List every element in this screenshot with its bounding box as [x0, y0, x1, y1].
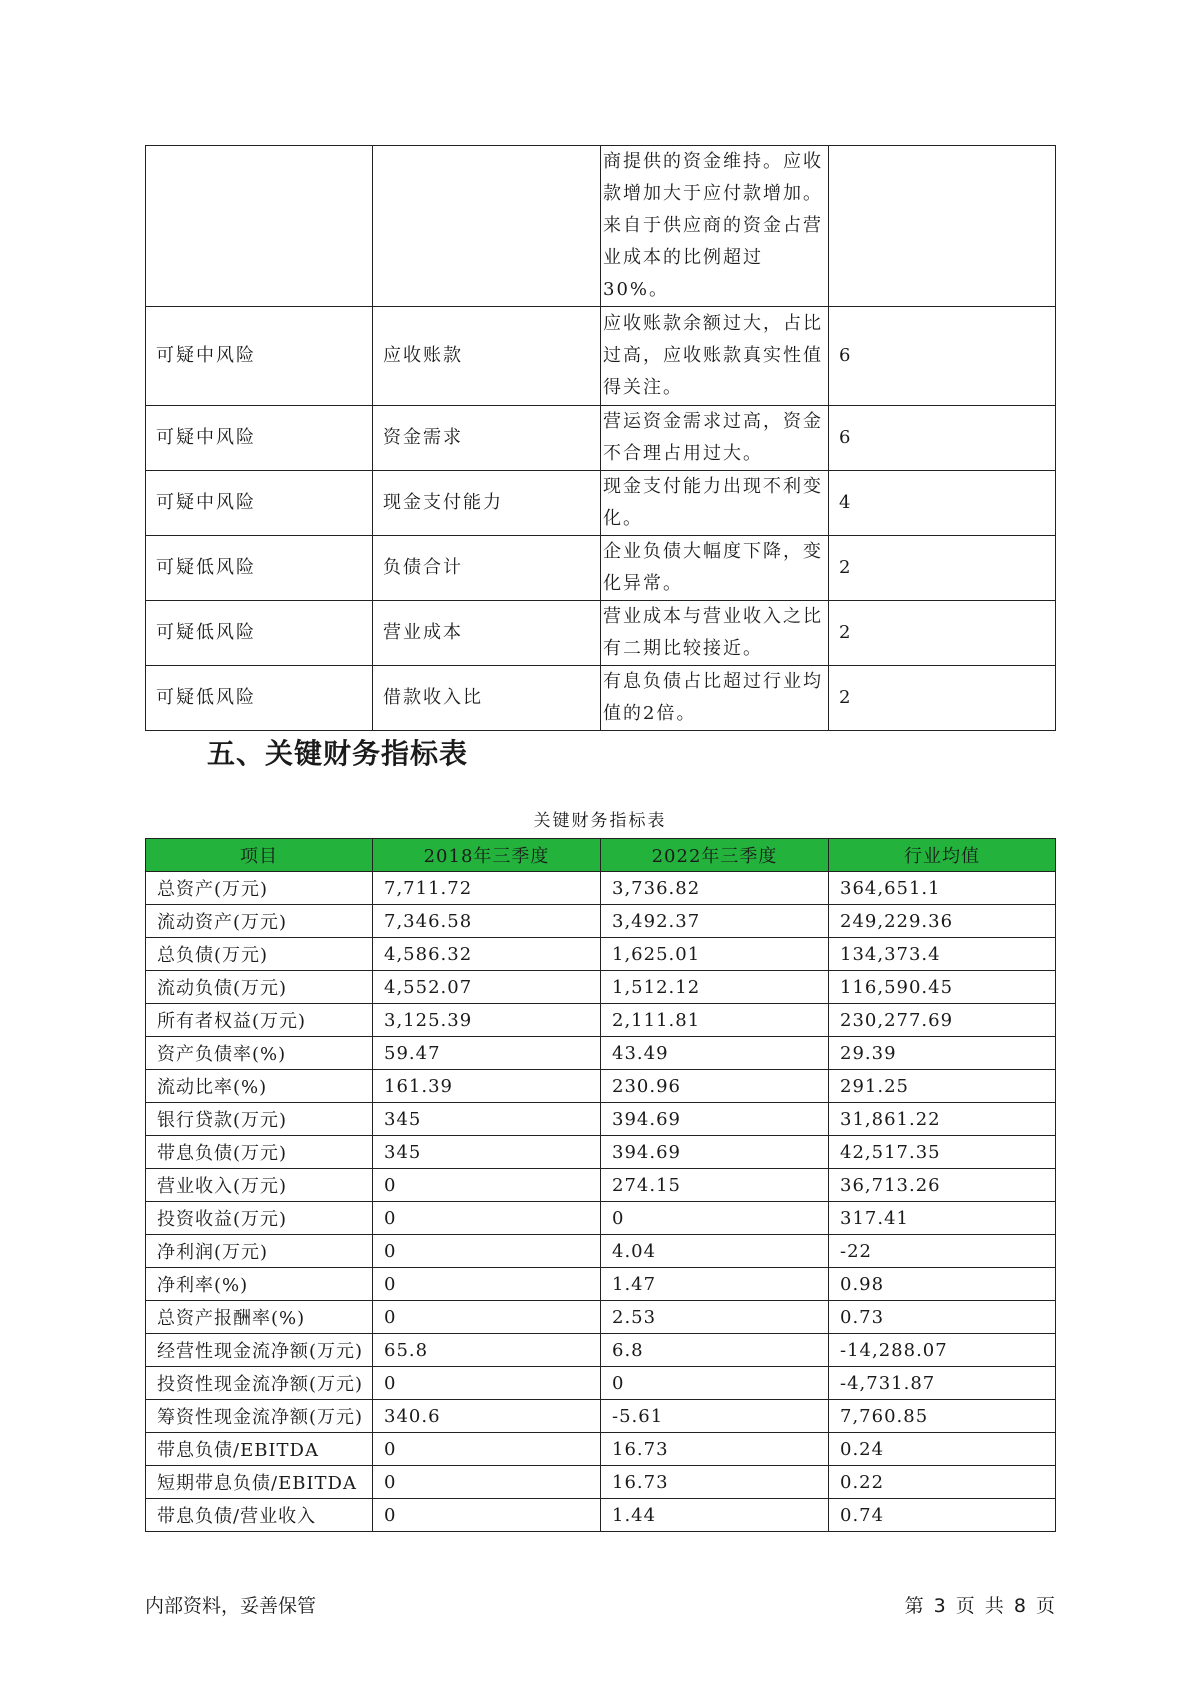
- table-row: [146, 536, 1056, 601]
- value-2018-q3: 0: [373, 1202, 601, 1235]
- column-header: 2022年三季度: [601, 839, 829, 872]
- value-2022-q3: 0: [601, 1367, 829, 1400]
- industry-average: 116,590.45: [829, 971, 1056, 1004]
- risk-level: 可疑中风险: [146, 307, 373, 406]
- value-2022-q3: 3,736.82: [601, 872, 829, 905]
- table-row: [146, 1367, 1056, 1400]
- table-row: [146, 1466, 1056, 1499]
- risk-score: 2: [829, 536, 1056, 601]
- risk-item: 营业成本: [373, 601, 601, 666]
- metric-name: 营业收入(万元): [146, 1169, 373, 1202]
- value-2022-q3: 274.15: [601, 1169, 829, 1202]
- risk-level: 可疑低风险: [146, 601, 373, 666]
- industry-average: 0.73: [829, 1301, 1056, 1334]
- column-header: 项目: [146, 839, 373, 872]
- table-row: [146, 146, 1056, 307]
- value-2022-q3: 394.69: [601, 1103, 829, 1136]
- column-header: 行业均值: [829, 839, 1056, 872]
- value-2018-q3: 0: [373, 1268, 601, 1301]
- value-2022-q3: -5.61: [601, 1400, 829, 1433]
- table-row: [146, 872, 1056, 905]
- industry-average: 42,517.35: [829, 1136, 1056, 1169]
- metric-name: 带息负债/营业收入: [146, 1499, 373, 1532]
- table-row: [146, 1103, 1056, 1136]
- metric-name: 银行贷款(万元): [146, 1103, 373, 1136]
- metric-name: 净利润(万元): [146, 1235, 373, 1268]
- value-2018-q3: 0: [373, 1367, 601, 1400]
- metric-name: 带息负债/EBITDA: [146, 1433, 373, 1466]
- table-row: [146, 1235, 1056, 1268]
- industry-average: 0.24: [829, 1433, 1056, 1466]
- value-2018-q3: 161.39: [373, 1070, 601, 1103]
- table-row: [146, 471, 1056, 536]
- risk-level: 可疑中风险: [146, 406, 373, 471]
- value-2018-q3: 3,125.39: [373, 1004, 601, 1037]
- risk-item: 现金支付能力: [373, 471, 601, 536]
- metric-name: 所有者权益(万元): [146, 1004, 373, 1037]
- value-2022-q3: 1,625.01: [601, 938, 829, 971]
- table-header-row: [146, 839, 1056, 872]
- metric-name: 投资性现金流净额(万元): [146, 1367, 373, 1400]
- metric-name: 带息负债(万元): [146, 1136, 373, 1169]
- table-row: [146, 601, 1056, 666]
- value-2018-q3: 7,346.58: [373, 905, 601, 938]
- table-row: [146, 1268, 1056, 1301]
- section-heading: 五、关键财务指标表: [207, 737, 469, 770]
- table-row: [146, 1136, 1056, 1169]
- value-2022-q3: 16.73: [601, 1466, 829, 1499]
- value-2022-q3: 394.69: [601, 1136, 829, 1169]
- risk-item: [373, 146, 601, 307]
- table-caption: 关键财务指标表: [533, 811, 667, 831]
- value-2018-q3: 345: [373, 1103, 601, 1136]
- value-2018-q3: 0: [373, 1499, 601, 1532]
- table-row: [146, 1301, 1056, 1334]
- risk-score: 2: [829, 666, 1056, 731]
- metric-name: 总资产(万元): [146, 872, 373, 905]
- table-row: [146, 666, 1056, 731]
- risk-description: 企业负债大幅度下降，变化异常。: [601, 536, 829, 601]
- risk-level: [146, 146, 373, 307]
- value-2018-q3: 0: [373, 1169, 601, 1202]
- table-row: [146, 1004, 1056, 1037]
- risk-description: 营业成本与营业收入之比有二期比较接近。: [601, 601, 829, 666]
- table-row: [146, 938, 1056, 971]
- value-2018-q3: 0: [373, 1433, 601, 1466]
- risk-table: [145, 145, 1056, 731]
- risk-level: 可疑中风险: [146, 471, 373, 536]
- industry-average: 134,373.4: [829, 938, 1056, 971]
- risk-item: 资金需求: [373, 406, 601, 471]
- value-2022-q3: 1,512.12: [601, 971, 829, 1004]
- value-2018-q3: 7,711.72: [373, 872, 601, 905]
- metric-name: 总资产报酬率(%): [146, 1301, 373, 1334]
- value-2018-q3: 4,552.07: [373, 971, 601, 1004]
- table-row: [146, 905, 1056, 938]
- table-row: [146, 1070, 1056, 1103]
- risk-description: 商提供的资金维持。应收款增加大于应付款增加。来自于供应商的资金占营业成本的比例超过30%。: [601, 146, 829, 307]
- industry-average: 0.74: [829, 1499, 1056, 1532]
- value-2018-q3: 65.8: [373, 1334, 601, 1367]
- table-row: [146, 406, 1056, 471]
- value-2018-q3: 345: [373, 1136, 601, 1169]
- value-2018-q3: 0: [373, 1235, 601, 1268]
- value-2022-q3: 2.53: [601, 1301, 829, 1334]
- industry-average: -14,288.07: [829, 1334, 1056, 1367]
- metric-name: 流动比率(%): [146, 1070, 373, 1103]
- table-row: [146, 1037, 1056, 1070]
- table-row: [146, 1334, 1056, 1367]
- table-row: [146, 1499, 1056, 1532]
- industry-average: 364,651.1: [829, 872, 1056, 905]
- table-row: [146, 1169, 1056, 1202]
- value-2018-q3: 4,586.32: [373, 938, 601, 971]
- metric-name: 资产负债率(%): [146, 1037, 373, 1070]
- metric-name: 流动资产(万元): [146, 905, 373, 938]
- table-row: [146, 1433, 1056, 1466]
- industry-average: -4,731.87: [829, 1367, 1056, 1400]
- industry-average: 36,713.26: [829, 1169, 1056, 1202]
- table-row: [146, 971, 1056, 1004]
- footer-page-number: 第 3 页 共 8 页: [904, 1595, 1055, 1617]
- industry-average: 0.22: [829, 1466, 1056, 1499]
- risk-score: 6: [829, 406, 1056, 471]
- value-2022-q3: 3,492.37: [601, 905, 829, 938]
- value-2022-q3: 1.44: [601, 1499, 829, 1532]
- metric-name: 投资收益(万元): [146, 1202, 373, 1235]
- table-row: [146, 1400, 1056, 1433]
- metric-name: 筹资性现金流净额(万元): [146, 1400, 373, 1433]
- metrics-table: [145, 838, 1056, 1532]
- column-header: 2018年三季度: [373, 839, 601, 872]
- risk-score: 4: [829, 471, 1056, 536]
- metric-name: 净利率(%): [146, 1268, 373, 1301]
- metric-name: 总负债(万元): [146, 938, 373, 971]
- risk-description: 有息负债占比超过行业均值的2倍。: [601, 666, 829, 731]
- table-row: [146, 307, 1056, 406]
- value-2022-q3: 0: [601, 1202, 829, 1235]
- industry-average: 31,861.22: [829, 1103, 1056, 1136]
- industry-average: 291.25: [829, 1070, 1056, 1103]
- metric-name: 流动负债(万元): [146, 971, 373, 1004]
- risk-level: 可疑低风险: [146, 536, 373, 601]
- risk-item: 应收账款: [373, 307, 601, 406]
- industry-average: 317.41: [829, 1202, 1056, 1235]
- industry-average: -22: [829, 1235, 1056, 1268]
- value-2022-q3: 230.96: [601, 1070, 829, 1103]
- industry-average: 29.39: [829, 1037, 1056, 1070]
- footer-confidential-note: 内部资料，妥善保管: [145, 1595, 317, 1617]
- risk-score: [829, 146, 1056, 307]
- value-2022-q3: 1.47: [601, 1268, 829, 1301]
- industry-average: 249,229.36: [829, 905, 1056, 938]
- value-2022-q3: 2,111.81: [601, 1004, 829, 1037]
- table-row: [146, 1202, 1056, 1235]
- value-2022-q3: 6.8: [601, 1334, 829, 1367]
- metric-name: 短期带息负债/EBITDA: [146, 1466, 373, 1499]
- value-2022-q3: 43.49: [601, 1037, 829, 1070]
- industry-average: 230,277.69: [829, 1004, 1056, 1037]
- risk-description: 应收账款余额过大，占比过高，应收账款真实性值得关注。: [601, 307, 829, 406]
- metric-name: 经营性现金流净额(万元): [146, 1334, 373, 1367]
- value-2018-q3: 0: [373, 1466, 601, 1499]
- value-2018-q3: 340.6: [373, 1400, 601, 1433]
- risk-description: 营运资金需求过高，资金不合理占用过大。: [601, 406, 829, 471]
- industry-average: 7,760.85: [829, 1400, 1056, 1433]
- risk-level: 可疑低风险: [146, 666, 373, 731]
- value-2022-q3: 16.73: [601, 1433, 829, 1466]
- risk-item: 借款收入比: [373, 666, 601, 731]
- value-2022-q3: 4.04: [601, 1235, 829, 1268]
- risk-item: 负债合计: [373, 536, 601, 601]
- risk-score: 6: [829, 307, 1056, 406]
- value-2018-q3: 59.47: [373, 1037, 601, 1070]
- industry-average: 0.98: [829, 1268, 1056, 1301]
- value-2018-q3: 0: [373, 1301, 601, 1334]
- risk-score: 2: [829, 601, 1056, 666]
- risk-description: 现金支付能力出现不利变化。: [601, 471, 829, 536]
